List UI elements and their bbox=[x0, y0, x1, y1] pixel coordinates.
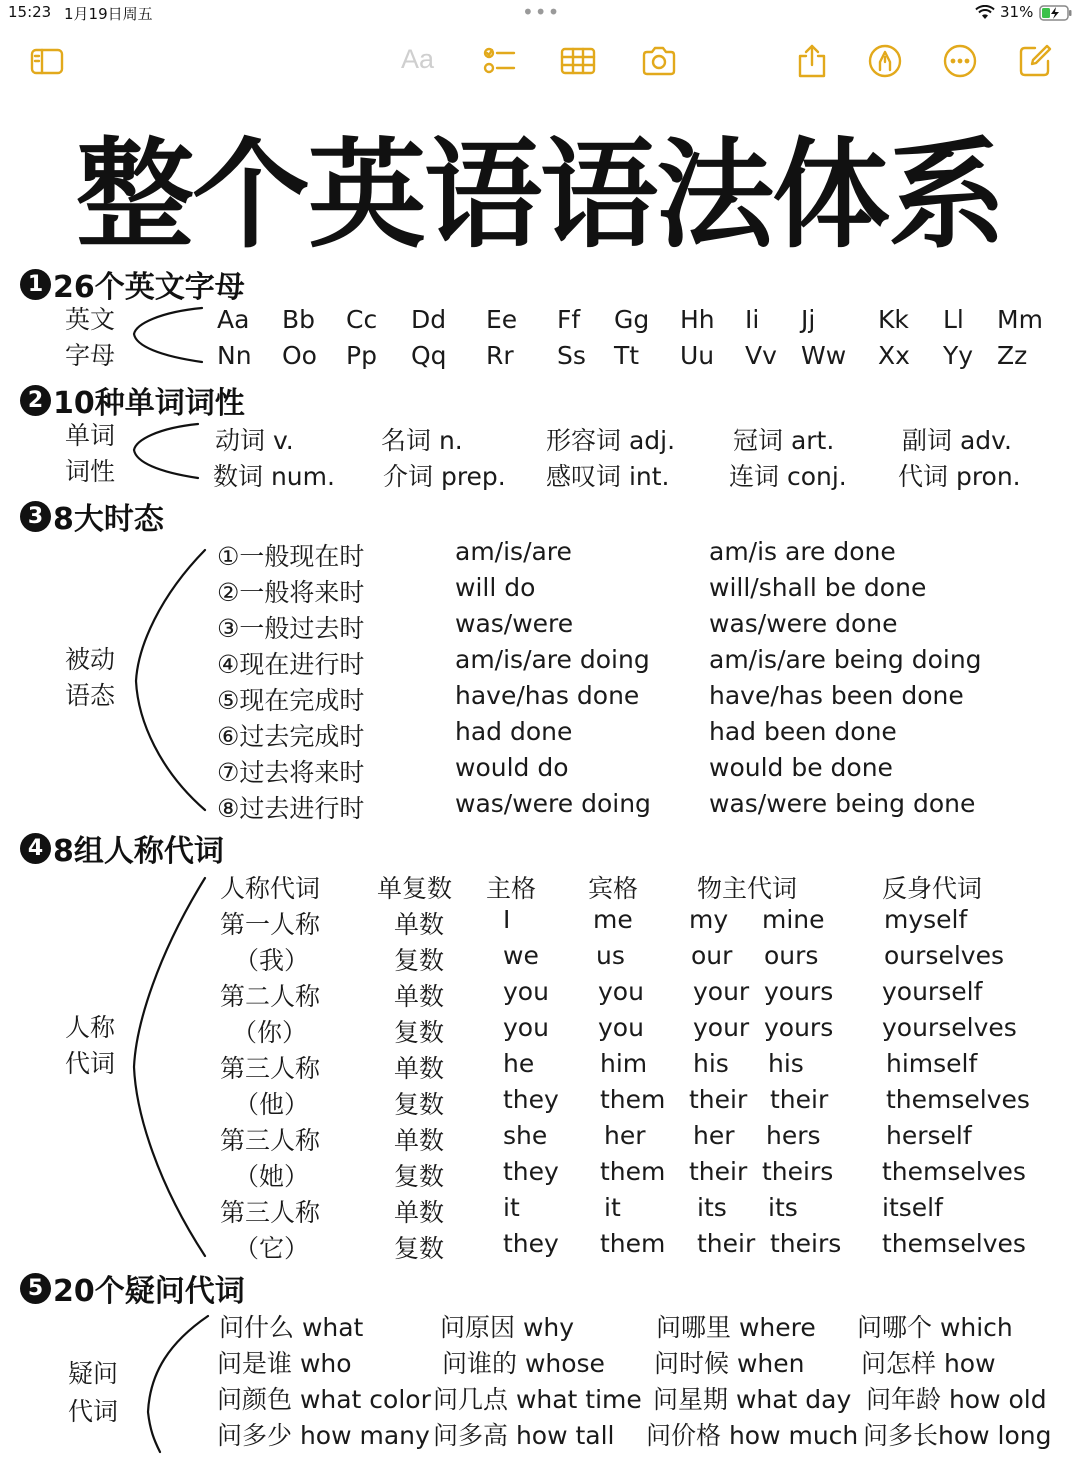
pronoun-cell: he bbox=[503, 1049, 535, 1078]
pronoun-cell: theirs bbox=[770, 1229, 842, 1258]
battery-percent: 31% bbox=[1000, 3, 1034, 21]
sidebar-toggle-icon[interactable] bbox=[27, 42, 67, 80]
pronoun-cell: them bbox=[600, 1085, 666, 1114]
battery-charging-icon bbox=[1039, 5, 1073, 25]
section-tenses-heading: 3 8大时态 bbox=[20, 494, 164, 538]
pronoun-cell: me bbox=[593, 905, 633, 934]
tense-cell: was/were bbox=[455, 609, 574, 638]
question-word-cell: 问哪里 where bbox=[656, 1313, 816, 1342]
tense-cell: have/has been done bbox=[709, 681, 964, 710]
pronoun-cell: it bbox=[503, 1193, 520, 1222]
letter-cell: Hh bbox=[680, 305, 715, 334]
pronoun-cell: them bbox=[600, 1229, 666, 1258]
pronoun-cell: we bbox=[503, 941, 539, 970]
pronoun-cell: themselves bbox=[882, 1157, 1026, 1186]
tense-cell: have/has done bbox=[455, 681, 640, 710]
letter-cell: Ee bbox=[486, 305, 518, 334]
pronoun-cell: them bbox=[600, 1157, 666, 1186]
pronoun-cell: （他） bbox=[234, 1090, 310, 1119]
tense-cell: am/is/are being doing bbox=[709, 645, 982, 674]
pronoun-cell: itself bbox=[882, 1193, 943, 1222]
question-word-cell: 问时候 when bbox=[654, 1349, 805, 1378]
question-word-cell: 问年龄 how old bbox=[866, 1385, 1047, 1414]
letter-cell: Yy bbox=[943, 341, 974, 370]
letter-cell: Oo bbox=[282, 341, 317, 370]
question-word-cell: 问多长how long bbox=[863, 1421, 1052, 1450]
letter-cell: Gg bbox=[614, 305, 650, 334]
section-label: 疑问 代词 bbox=[68, 1359, 119, 1426]
word-class-cell: 数词 num. bbox=[213, 462, 335, 491]
letter-cell: Ww bbox=[801, 341, 847, 370]
pronoun-header-cell: 主格 bbox=[486, 874, 537, 903]
word-class-cell: 副词 adv. bbox=[902, 426, 1012, 455]
pronoun-cell: hers bbox=[766, 1121, 821, 1150]
letter-cell: Mm bbox=[997, 305, 1043, 334]
pronoun-cell: her bbox=[604, 1121, 646, 1150]
pronoun-cell: she bbox=[503, 1121, 548, 1150]
brace bbox=[130, 874, 215, 1260]
pronoun-cell: they bbox=[503, 1229, 559, 1258]
question-word-cell: 问颜色 what color bbox=[217, 1385, 431, 1414]
question-word-cell: 问价格 how much bbox=[646, 1421, 859, 1450]
question-word-cell: 问怎样 how bbox=[861, 1349, 996, 1378]
section-letters-heading: 1 26个英文字母 bbox=[20, 262, 245, 306]
pronoun-cell: yours bbox=[764, 1013, 834, 1042]
pronoun-cell: herself bbox=[886, 1121, 972, 1150]
pronoun-cell: 第三人称 bbox=[220, 1054, 321, 1083]
pronoun-header-cell: 人称代词 bbox=[220, 874, 321, 903]
pronoun-cell: our bbox=[691, 941, 733, 970]
table-icon[interactable] bbox=[558, 42, 598, 80]
pronoun-cell: yours bbox=[764, 977, 834, 1006]
pronoun-cell: yourself bbox=[882, 977, 983, 1006]
letter-cell: Bb bbox=[282, 305, 316, 334]
pronoun-cell: her bbox=[693, 1121, 735, 1150]
letter-cell: Ll bbox=[943, 305, 964, 334]
tense-cell: am/is/are doing bbox=[455, 645, 650, 674]
pronoun-header-cell: 物主代词 bbox=[697, 874, 798, 903]
tense-cell: ⑤现在完成时 bbox=[217, 686, 365, 715]
brace bbox=[130, 304, 210, 366]
pronoun-cell: 单数 bbox=[394, 1054, 445, 1083]
pronoun-header-cell: 宾格 bbox=[588, 874, 639, 903]
pronoun-cell: your bbox=[693, 1013, 750, 1042]
pronoun-cell: 单数 bbox=[394, 1126, 445, 1155]
checklist-icon[interactable] bbox=[479, 42, 519, 80]
pronoun-cell: their bbox=[770, 1085, 829, 1114]
tense-cell: am/is/are bbox=[455, 537, 572, 566]
pronoun-cell: you bbox=[503, 1013, 549, 1042]
section-label: 英文 字母 bbox=[65, 305, 116, 370]
word-class-cell: 形容词 adj. bbox=[546, 426, 676, 455]
word-class-cell: 冠词 art. bbox=[733, 426, 835, 455]
pronoun-cell: 复数 bbox=[394, 1162, 445, 1191]
status-time: 15:23 bbox=[8, 3, 52, 21]
pronoun-cell: their bbox=[697, 1229, 756, 1258]
question-word-cell: 问什么 what bbox=[219, 1313, 364, 1342]
pronoun-cell: they bbox=[503, 1085, 559, 1114]
tense-cell: was/were doing bbox=[455, 789, 651, 818]
letter-cell: Qq bbox=[411, 341, 447, 370]
tense-cell: ②一般将来时 bbox=[217, 578, 365, 607]
pronoun-cell: （你） bbox=[232, 1018, 308, 1047]
section-word-classes-heading: 2 10种单词词性 bbox=[20, 378, 245, 422]
pronoun-cell: 单数 bbox=[394, 982, 445, 1011]
note-title: 整个英语语法体系 bbox=[75, 126, 1004, 264]
letter-cell: Rr bbox=[486, 341, 514, 370]
tense-cell: ⑧过去进行时 bbox=[217, 794, 365, 823]
pronoun-cell: their bbox=[689, 1157, 748, 1186]
compose-icon[interactable] bbox=[1015, 42, 1055, 80]
word-class-cell: 连词 conj. bbox=[729, 462, 847, 491]
tense-cell: ⑥过去完成时 bbox=[217, 722, 365, 751]
pronoun-cell: ourselves bbox=[884, 941, 1004, 970]
tense-cell: will/shall be done bbox=[709, 573, 927, 602]
letter-cell: Ii bbox=[745, 305, 760, 334]
question-word-cell: 问谁的 whose bbox=[442, 1349, 605, 1378]
pronoun-header-cell: 单复数 bbox=[377, 874, 453, 903]
letter-cell: Jj bbox=[801, 305, 816, 334]
pronoun-cell: theirs bbox=[762, 1157, 834, 1186]
pronoun-cell: you bbox=[598, 977, 644, 1006]
pronoun-cell: 单数 bbox=[394, 910, 445, 939]
word-class-cell: 名词 n. bbox=[381, 426, 463, 455]
camera-icon[interactable] bbox=[639, 42, 679, 80]
pronoun-cell: I bbox=[503, 905, 511, 934]
format-aa-button[interactable]: Aa bbox=[401, 44, 435, 74]
letter-cell: Aa bbox=[217, 305, 250, 334]
markup-pen-icon[interactable] bbox=[865, 42, 905, 80]
pronoun-cell: himself bbox=[886, 1049, 978, 1078]
more-options-icon[interactable] bbox=[940, 42, 980, 80]
pronoun-cell: his bbox=[693, 1049, 729, 1078]
tense-cell: will do bbox=[455, 573, 536, 602]
letter-cell: Nn bbox=[217, 341, 252, 370]
letter-cell: Pp bbox=[346, 341, 377, 370]
pronoun-header-cell: 反身代词 bbox=[882, 874, 983, 903]
wifi-icon bbox=[975, 5, 995, 24]
pronoun-cell: mine bbox=[762, 905, 825, 934]
section-question-words-heading: 5 20个疑问代词 bbox=[20, 1266, 245, 1310]
tense-cell: had done bbox=[455, 717, 573, 746]
pronoun-cell: 第三人称 bbox=[220, 1198, 321, 1227]
section-label: 人称 代词 bbox=[65, 1013, 116, 1078]
question-word-cell: 问多高 how tall bbox=[433, 1421, 615, 1450]
tense-cell: ③一般过去时 bbox=[217, 614, 365, 643]
pronoun-cell: （她） bbox=[234, 1162, 310, 1191]
pronoun-cell: 复数 bbox=[394, 946, 445, 975]
pronoun-cell: they bbox=[503, 1157, 559, 1186]
pronoun-cell: 第二人称 bbox=[220, 982, 321, 1011]
pronoun-cell: 复数 bbox=[394, 1090, 445, 1119]
pronoun-cell: 单数 bbox=[394, 1198, 445, 1227]
question-word-cell: 问哪个 which bbox=[857, 1313, 1013, 1342]
pronoun-cell: him bbox=[600, 1049, 648, 1078]
pronoun-cell: its bbox=[768, 1193, 798, 1222]
pronoun-cell: yourselves bbox=[882, 1013, 1017, 1042]
pronoun-cell: 第一人称 bbox=[220, 910, 321, 939]
tense-cell: ④现在进行时 bbox=[217, 650, 365, 679]
pronoun-cell: my bbox=[689, 905, 729, 934]
tense-cell: had been done bbox=[709, 717, 897, 746]
letter-cell: Tt bbox=[614, 341, 640, 370]
pronoun-cell: myself bbox=[884, 905, 968, 934]
pronoun-cell: his bbox=[768, 1049, 804, 1078]
pronoun-cell: themselves bbox=[882, 1229, 1026, 1258]
tense-cell: ①一般现在时 bbox=[217, 542, 365, 571]
section-pronouns-heading: 4 8组人称代词 bbox=[20, 826, 224, 870]
brace bbox=[130, 420, 210, 482]
pronoun-cell: 复数 bbox=[394, 1234, 445, 1263]
pronoun-cell: （它） bbox=[234, 1234, 310, 1263]
pronoun-cell: you bbox=[598, 1013, 644, 1042]
tense-cell: was/were done bbox=[709, 609, 898, 638]
question-word-cell: 问星期 what day bbox=[653, 1385, 852, 1414]
pronoun-cell: themselves bbox=[886, 1085, 1030, 1114]
pronoun-cell: it bbox=[604, 1193, 621, 1222]
word-class-cell: 介词 prep. bbox=[383, 462, 506, 491]
pronoun-cell: us bbox=[596, 941, 625, 970]
pronoun-cell: its bbox=[697, 1193, 727, 1222]
letter-cell: Ff bbox=[557, 305, 581, 334]
question-word-cell: 问几点 what time bbox=[433, 1385, 642, 1414]
pronoun-cell: ours bbox=[764, 941, 819, 970]
pronoun-cell: 第三人称 bbox=[220, 1126, 321, 1155]
tense-cell: was/were being done bbox=[709, 789, 976, 818]
question-word-cell: 问是谁 who bbox=[217, 1349, 352, 1378]
word-class-cell: 动词 v. bbox=[215, 426, 294, 455]
letter-cell: Zz bbox=[997, 341, 1028, 370]
share-icon[interactable] bbox=[792, 42, 832, 80]
tense-cell: ⑦过去将来时 bbox=[217, 758, 365, 787]
multitask-dots-icon[interactable]: ••• bbox=[522, 0, 561, 24]
pronoun-cell: you bbox=[503, 977, 549, 1006]
section-label: 单词 词性 bbox=[65, 421, 116, 486]
letter-cell: Vv bbox=[745, 341, 777, 370]
tense-cell: would do bbox=[455, 753, 569, 782]
word-class-cell: 感叹词 int. bbox=[546, 462, 670, 491]
letter-cell: Xx bbox=[878, 341, 910, 370]
pronoun-cell: 复数 bbox=[394, 1018, 445, 1047]
letter-cell: Cc bbox=[346, 305, 378, 334]
tense-cell: would be done bbox=[709, 753, 893, 782]
tense-cell: am/is are done bbox=[709, 537, 896, 566]
letter-cell: Kk bbox=[878, 305, 909, 334]
pronoun-cell: their bbox=[689, 1085, 748, 1114]
question-word-cell: 问多少 how many bbox=[217, 1421, 430, 1450]
section-label: 被动 语态 bbox=[65, 645, 116, 710]
status-date: 1月19日周五 bbox=[64, 5, 153, 23]
word-class-cell: 代词 pron. bbox=[898, 462, 1021, 491]
pronoun-cell: your bbox=[693, 977, 750, 1006]
question-word-cell: 问原因 why bbox=[440, 1313, 575, 1342]
letter-cell: Uu bbox=[680, 341, 715, 370]
brace bbox=[130, 546, 215, 816]
letter-cell: Ss bbox=[557, 341, 586, 370]
pronoun-cell: （我） bbox=[234, 946, 310, 975]
letter-cell: Dd bbox=[411, 305, 447, 334]
